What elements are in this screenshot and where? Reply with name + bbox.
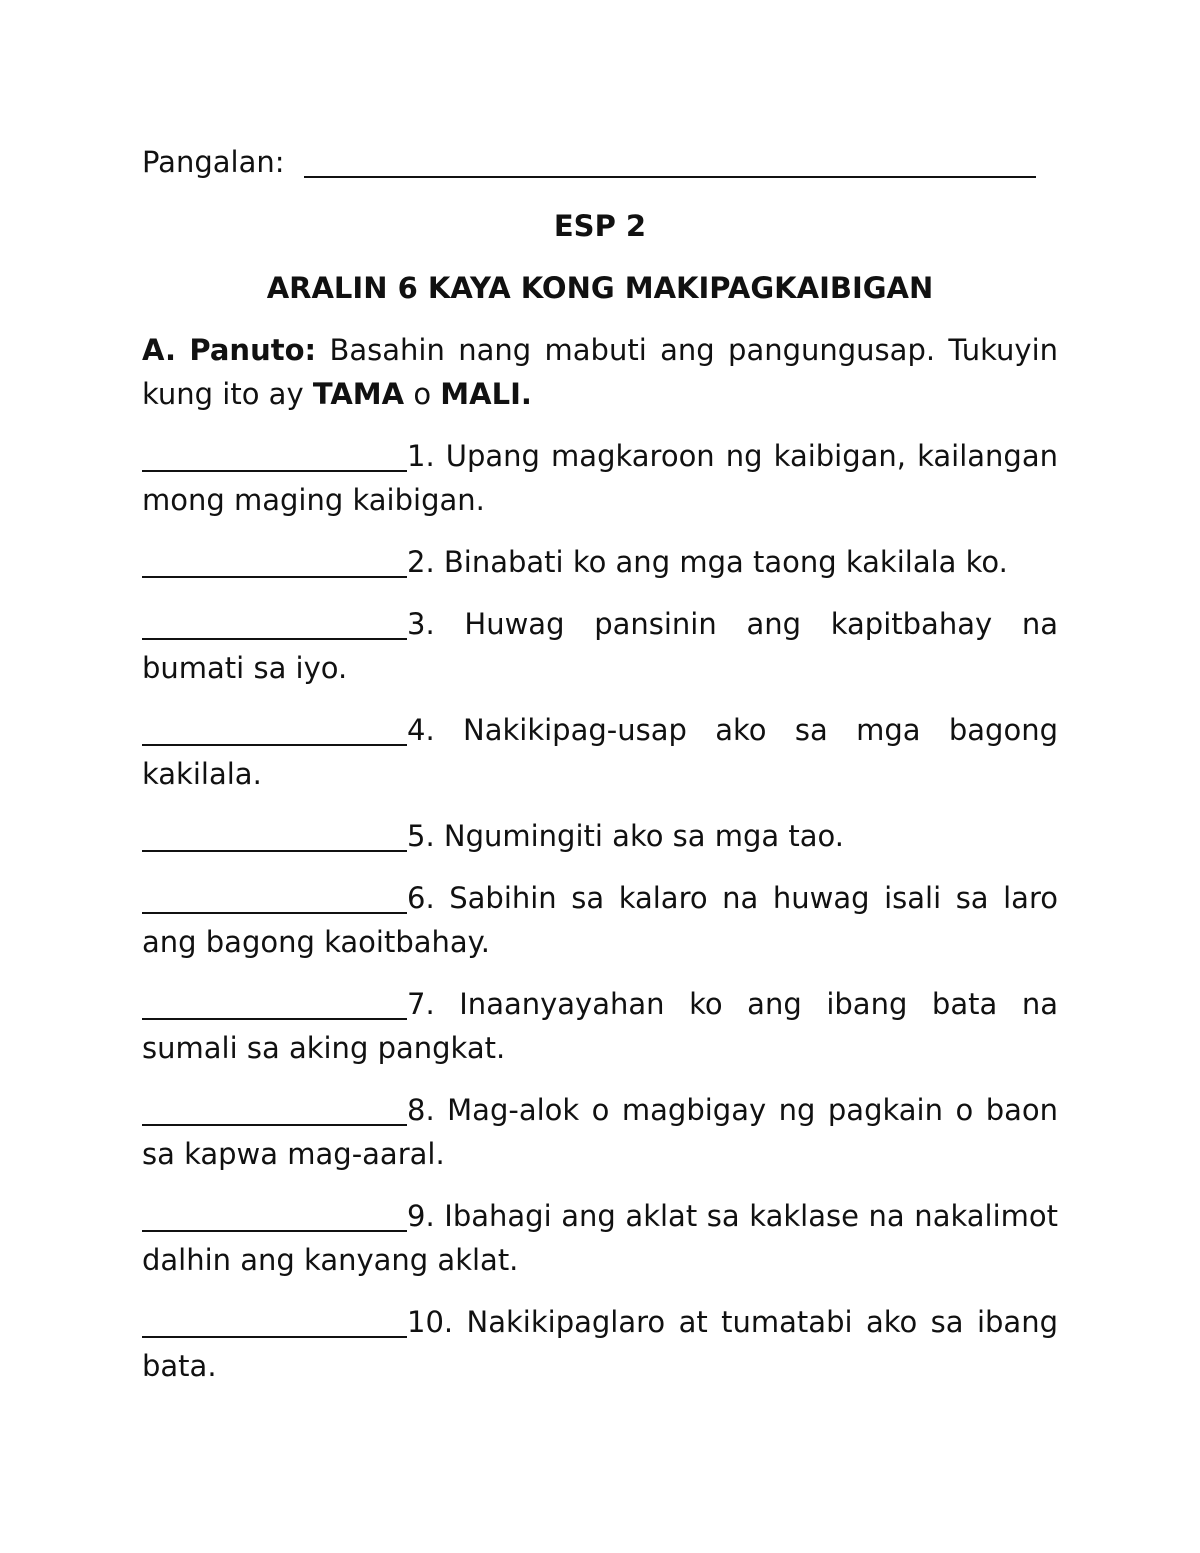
option-true: TAMA — [312, 377, 405, 411]
question-item — [142, 1088, 1058, 1176]
item-text: Inaanyayahan ko ang ibang bata na sumali sa aking pangkat. — [142, 987, 1058, 1065]
lesson-title: ARALIN 6 KAYA KONG MAKIPAGKAIBIGAN — [266, 271, 934, 305]
answer-blank[interactable] — [142, 988, 407, 1020]
name-answer-blank[interactable] — [304, 138, 1036, 178]
item-text: Huwag pansinin ang kapitbahay na bumati sa iyo. — [142, 607, 1058, 685]
question-item — [142, 876, 1058, 964]
item-number: 10. — [407, 1305, 454, 1339]
question-item — [142, 1194, 1058, 1282]
item-text: Sabihin sa kalaro na huwag isali sa laro ang bagong kaoitbahay. — [142, 881, 1058, 959]
item-number: 9. — [407, 1199, 435, 1233]
instructions-label: Panuto: — [189, 333, 317, 367]
item-text: Ibahagi ang aklat sa kaklase na nakalimot dalhin ang kanyang aklat. — [142, 1199, 1058, 1277]
question-item — [142, 1300, 1058, 1388]
item-number: 5. — [407, 819, 435, 853]
question-item — [142, 434, 1058, 522]
instructions-prefix: A. — [142, 333, 176, 367]
name-label: Pangalan: — [142, 145, 285, 179]
instructions-connector: o — [404, 377, 441, 411]
item-number: 4. — [407, 713, 435, 747]
instructions — [142, 328, 1058, 416]
item-number: 1. — [407, 439, 435, 473]
answer-blank[interactable] — [142, 882, 407, 914]
name-field-row — [142, 138, 1058, 186]
answer-blank[interactable] — [142, 1094, 407, 1126]
item-number: 6. — [407, 881, 435, 915]
subject-title: ESP 2 — [553, 209, 647, 243]
question-item — [142, 540, 1058, 584]
question-item — [142, 602, 1058, 690]
item-text: Binabati ko ang mga taong kakilala ko. — [434, 545, 1008, 579]
instructions-text: Basahin nang mabuti ang pangungusap. Tukuyin kung ito ay — [142, 333, 1059, 411]
question-item — [142, 982, 1058, 1070]
item-text: Nakikipaglaro at tumatabi ako sa ibang bata. — [142, 1305, 1058, 1383]
answer-blank[interactable] — [142, 546, 407, 578]
answer-blank[interactable] — [142, 714, 407, 746]
answer-blank[interactable] — [142, 820, 407, 852]
item-number: 8. — [407, 1093, 435, 1127]
item-number: 3. — [407, 607, 435, 641]
answer-blank[interactable] — [142, 1200, 407, 1232]
item-text: Upang magkaroon ng kaibigan, kailangan mong maging kaibigan. — [142, 439, 1058, 517]
item-number: 7. — [407, 987, 435, 1021]
item-number: 2. — [407, 545, 435, 579]
answer-blank[interactable] — [142, 608, 407, 640]
option-false: MALI — [440, 377, 521, 411]
item-text: Mag-alok o magbigay ng pagkain o baon sa kapwa mag-aaral. — [142, 1093, 1058, 1171]
question-item — [142, 814, 1058, 858]
answer-blank[interactable] — [142, 1306, 407, 1338]
answer-blank[interactable] — [142, 440, 407, 472]
worksheet-page — [142, 138, 1058, 1388]
question-item — [142, 708, 1058, 796]
instructions-end: . — [520, 377, 532, 411]
item-text: Nakikipag-usap ako sa mga bagong kakilala. — [142, 713, 1058, 791]
item-text: Ngumingiti ako sa mga tao. — [434, 819, 844, 853]
